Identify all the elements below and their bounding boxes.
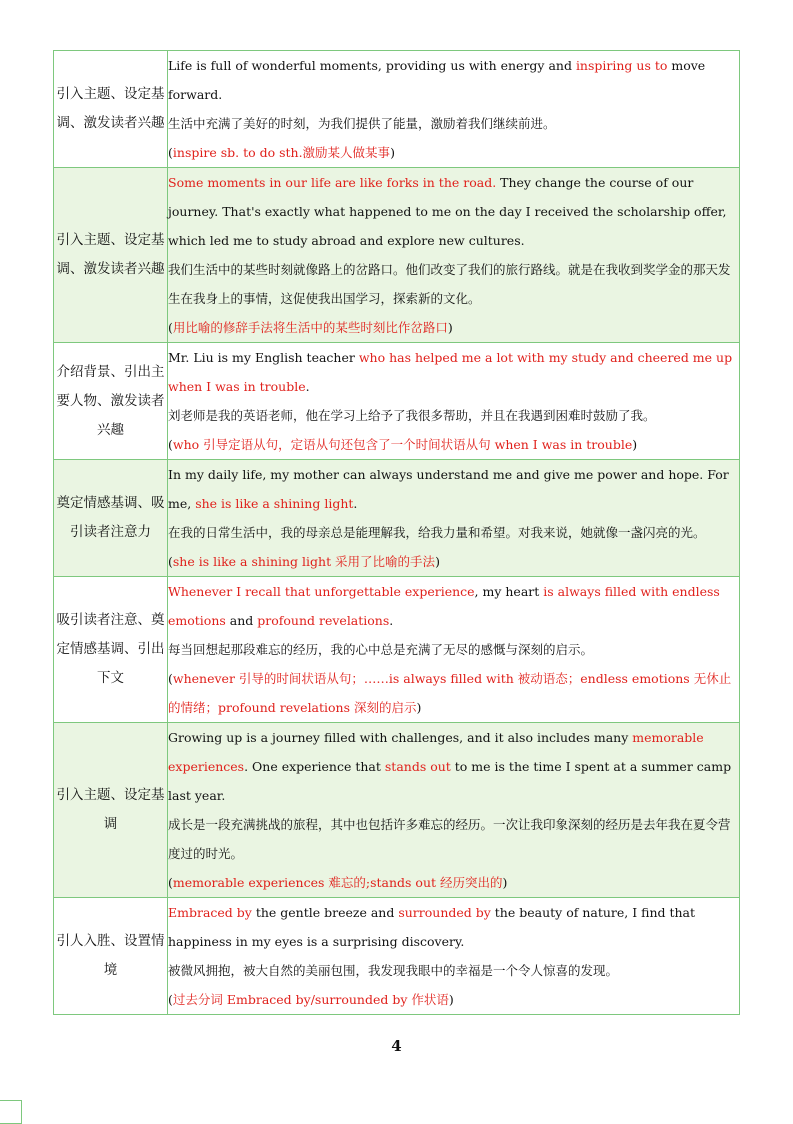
highlight-text: inspiring us to [575, 58, 668, 73]
chinese-translation [168, 956, 739, 985]
corner-mark [0, 1100, 22, 1124]
text-segment: ( [168, 554, 173, 569]
text-segment: Growing up is a journey filled with challenges, and it also includes many [168, 730, 633, 745]
text-segment: the gentle breeze and [251, 905, 399, 920]
table-row [54, 51, 740, 168]
highlight-text: profound revelations [257, 613, 390, 628]
row-label: 引人入胜、设置情境 [54, 898, 168, 1015]
table-row [54, 168, 740, 343]
table-row [54, 723, 740, 898]
row-content [168, 343, 740, 460]
row-label: 奠定情感基调、吸引读者注意力 [54, 460, 168, 577]
text-segment: . [353, 496, 358, 511]
text-segment: 刘老师是我的英语老师，他在学习上给予了我很多帮助，并且在我遇到困难时鼓励了我。 [168, 408, 656, 423]
highlight-text: Some moments in our life are like forks in the road. [168, 175, 497, 190]
highlight-text: inspire sb. to do sth.激励某人做某事 [172, 145, 391, 160]
text-segment: , my heart [474, 584, 544, 599]
english-sentence [168, 898, 739, 956]
text-segment: ) [447, 320, 453, 335]
text-segment: ( [168, 437, 173, 452]
english-sentence [168, 343, 739, 401]
highlight-text: is always filled with endless emotions [168, 584, 720, 628]
text-segment: the beauty of nature, I find that happiness in my eyes is a surprising discovery. [168, 905, 696, 949]
row-label: 引入主题、设定基调、激发读者兴趣 [54, 51, 168, 168]
text-segment: ) [435, 554, 440, 569]
highlight-text: stands out [384, 759, 451, 774]
highlight-text: Embraced by [168, 905, 252, 920]
table-row [54, 343, 740, 460]
text-segment: In my daily life, my mother can always understand me and give me power and hope. For me, [168, 467, 729, 511]
chinese-translation [168, 810, 739, 868]
english-sentence [168, 460, 739, 518]
highlight-text: who has helped me a lot with my study and cheered me up when I was in trouble [168, 350, 733, 394]
grammar-note [168, 313, 739, 342]
text-segment: ) [632, 437, 638, 452]
phrase-table [53, 50, 740, 1015]
row-content [168, 723, 740, 898]
text-segment: 每当回想起那段难忘的经历，我的心中总是充满了无尽的感慨与深刻的启示。 [168, 642, 594, 657]
english-sentence [168, 51, 739, 109]
text-segment: 生活中充满了美好的时刻，为我们提供了能量，激励着我们继续前进。 [168, 116, 556, 131]
text-segment: ( [168, 875, 173, 890]
text-segment: Life is full of wonderful moments, providing us with energy and [168, 58, 576, 73]
chinese-translation [168, 255, 739, 313]
row-content [168, 51, 740, 168]
page-number: 4 [391, 1037, 402, 1055]
table-row [54, 460, 740, 577]
text-segment: to me is the time I spent at a summer camp last year. [168, 759, 732, 803]
chinese-translation [168, 401, 739, 430]
chinese-translation [168, 109, 739, 138]
text-segment: Mr. Liu is my English teacher [168, 350, 359, 365]
row-content [168, 577, 740, 723]
highlight-text: 过去分词 Embraced by/surrounded by 作状语 [172, 992, 449, 1007]
table-row [54, 898, 740, 1015]
row-label: 介绍背景、引出主要人物、激发读者兴趣 [54, 343, 168, 460]
text-segment: and [225, 613, 258, 628]
row-label: 引入主题、设定基调 [54, 723, 168, 898]
grammar-note [168, 664, 739, 722]
row-content [168, 168, 740, 343]
grammar-note [168, 547, 739, 576]
highlight-text: memorable experiences [168, 730, 704, 774]
text-segment: . [305, 379, 310, 394]
chinese-translation [168, 518, 739, 547]
row-content [168, 898, 740, 1015]
text-segment: 被微风拥抱，被大自然的美丽包围，我发现我眼中的幸福是一个令人惊喜的发现。 [168, 963, 619, 978]
text-segment: 在我的日常生活中，我的母亲总是能理解我，给我力量和希望。对我来说，她就像一盏闪亮的光。 [168, 525, 706, 540]
highlight-text: memorable experiences 难忘的;stands out 经历突出的 [172, 875, 503, 890]
row-content [168, 460, 740, 577]
row-label: 吸引读者注意、奠定情感基调、引出下文 [54, 577, 168, 723]
text-segment: ) [448, 992, 454, 1007]
english-sentence [168, 577, 739, 635]
text-segment: ) [390, 145, 395, 160]
text-segment: 我们生活中的某些时刻就像路上的岔路口。他们改变了我们的旅行路线。就是在我收到奖学金的那天发生在我身上的事情，这促使我出国学习，探索新的文化。 [168, 262, 731, 306]
table-row [54, 577, 740, 723]
text-segment: move forward. [168, 58, 706, 102]
highlight-text: surrounded by [398, 905, 491, 920]
text-segment: ( [168, 145, 173, 160]
text-segment: ( [168, 992, 173, 1007]
grammar-note [168, 430, 739, 459]
chinese-translation [168, 635, 739, 664]
highlight-text: she is like a shining light [195, 496, 354, 511]
english-sentence [168, 723, 739, 810]
english-sentence [168, 168, 739, 255]
text-segment: 成长是一段充满挑战的旅程，其中也包括许多难忘的经历。一次让我印象深刻的经历是去年我在夏令营度过的时光。 [168, 817, 731, 861]
highlight-text: she is like a shining light 采用了比喻的手法 [172, 554, 436, 569]
highlight-text: Whenever I recall that unforgettable experience [168, 584, 475, 599]
text-segment: They change the course of our journey. That's exactly what happened to me on the day I received the scholarship offer, which led me to study abroad and explore new cultures. [168, 175, 727, 248]
highlight-text: whenever 引导的时间状语从句；……is always filled with 被动语态；endless emotions 无休止的情绪；profound revelations 深刻的启示 [168, 671, 732, 715]
text-segment: . [389, 613, 394, 628]
text-segment: . One experience that [244, 759, 385, 774]
highlight-text: who 引导定语从句，定语从句还包含了一个时间状语从句 when I was in trouble [172, 437, 633, 452]
grammar-note [168, 138, 739, 167]
grammar-note [168, 868, 739, 897]
row-label: 引入主题、设定基调、激发读者兴趣 [54, 168, 168, 343]
highlight-text: 用比喻的修辞手法将生活中的某些时刻比作岔路口 [172, 320, 448, 335]
text-segment: ) [416, 700, 422, 715]
text-segment: ( [168, 320, 173, 335]
text-segment: ( [168, 671, 173, 686]
text-segment: ) [502, 875, 508, 890]
grammar-note [168, 985, 739, 1014]
